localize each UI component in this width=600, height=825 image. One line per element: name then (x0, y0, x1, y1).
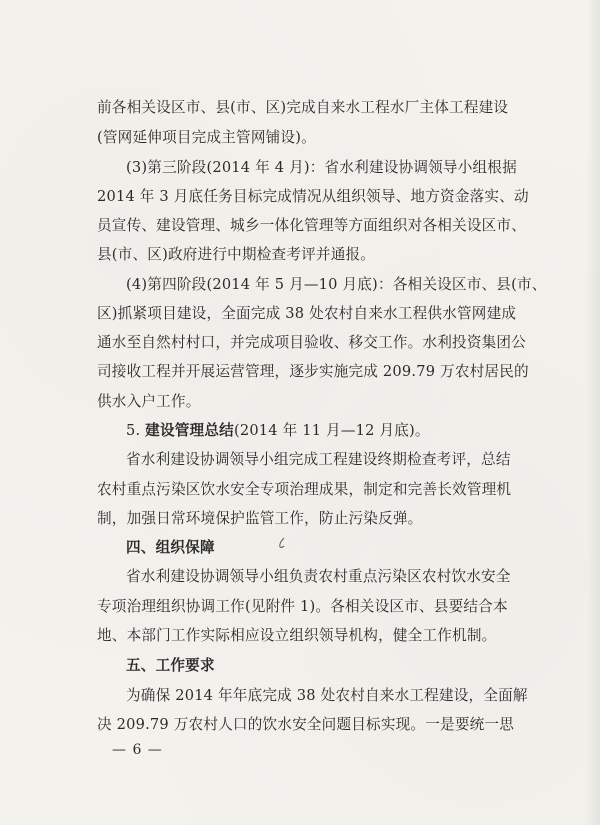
text-line: (4)第四阶段(2014 年 5 月—10 月底)：各相关设区市、县(市、 (126, 276, 547, 293)
section-number: 5. (126, 422, 146, 439)
text-line: 农村重点污染区饮水安全专项治理成果，制定和完善长效管理机 (97, 481, 512, 498)
text-line: 区)抓紧项目建设，全面完成 38 处农村自来水工程供水管网建成 (97, 305, 517, 322)
text-line: 省水利建设协调领导小组完成工程建设终期检查考评，总结 (126, 451, 511, 468)
text-line: 为确保 2014 年年底完成 38 处农村自来水工程建设，全面解 (126, 687, 528, 704)
page-number: — 6 — (112, 742, 163, 758)
text-line: (3)第三阶段(2014 年 4 月)：省水利建设协调领导小组根据 (126, 159, 517, 176)
text-line: 员宣传、建设管理、城乡一体化管理等方面组织对各相关设区市、 (97, 217, 527, 234)
section-heading-4: 四、组织保障 (126, 539, 215, 556)
text-line: 前各相关设区市、县(市、区)完成自来水工程水厂主体工程建设 (97, 99, 509, 116)
text-line: 省水利建设协调领导小组负责农村重点污染区农村饮水安全 (126, 568, 511, 585)
text-line: 2014 年 3 月底任务目标完成情况从组织领导、地方资金落实、动 (97, 188, 529, 205)
text-line: 县(市、区)政府进行中期检查考评并通报。 (97, 246, 376, 263)
text-line: 专项治理组织协调工作(见附件 1)。各相关设区市、县要结合本 (97, 598, 508, 615)
section-title: 建设管理总结 (145, 422, 234, 439)
text-line: 决 209.79 万农村人口的饮水安全问题目标实现。一是要统一思 (97, 716, 514, 733)
text-line: 制，加强日常环境保护监管工作，防止污染反弹。 (97, 510, 423, 527)
text-line: 地、本部门工作实际相应设立组织领导机构，健全工作机制。 (97, 627, 497, 644)
section-heading-5 (126, 421, 537, 441)
text-line: 供水入户工作。 (97, 393, 201, 410)
text-line: (管网延伸项目完成主管网铺设)。 (97, 129, 316, 146)
pen-mark-icon (277, 537, 287, 549)
section-heading-5b: 五、工作要求 (126, 657, 215, 674)
text-line: 通水至自然村村口，并完成项目验收、移交工作。水利投资集团公 (97, 334, 527, 351)
text-line: 司接收工程并开展运营管理，逐步实施完成 209.79 万农村居民的 (97, 363, 529, 380)
section-date: (2014 年 11 月—12 月底)。 (233, 422, 430, 439)
page-edge-shadow (586, 0, 600, 825)
